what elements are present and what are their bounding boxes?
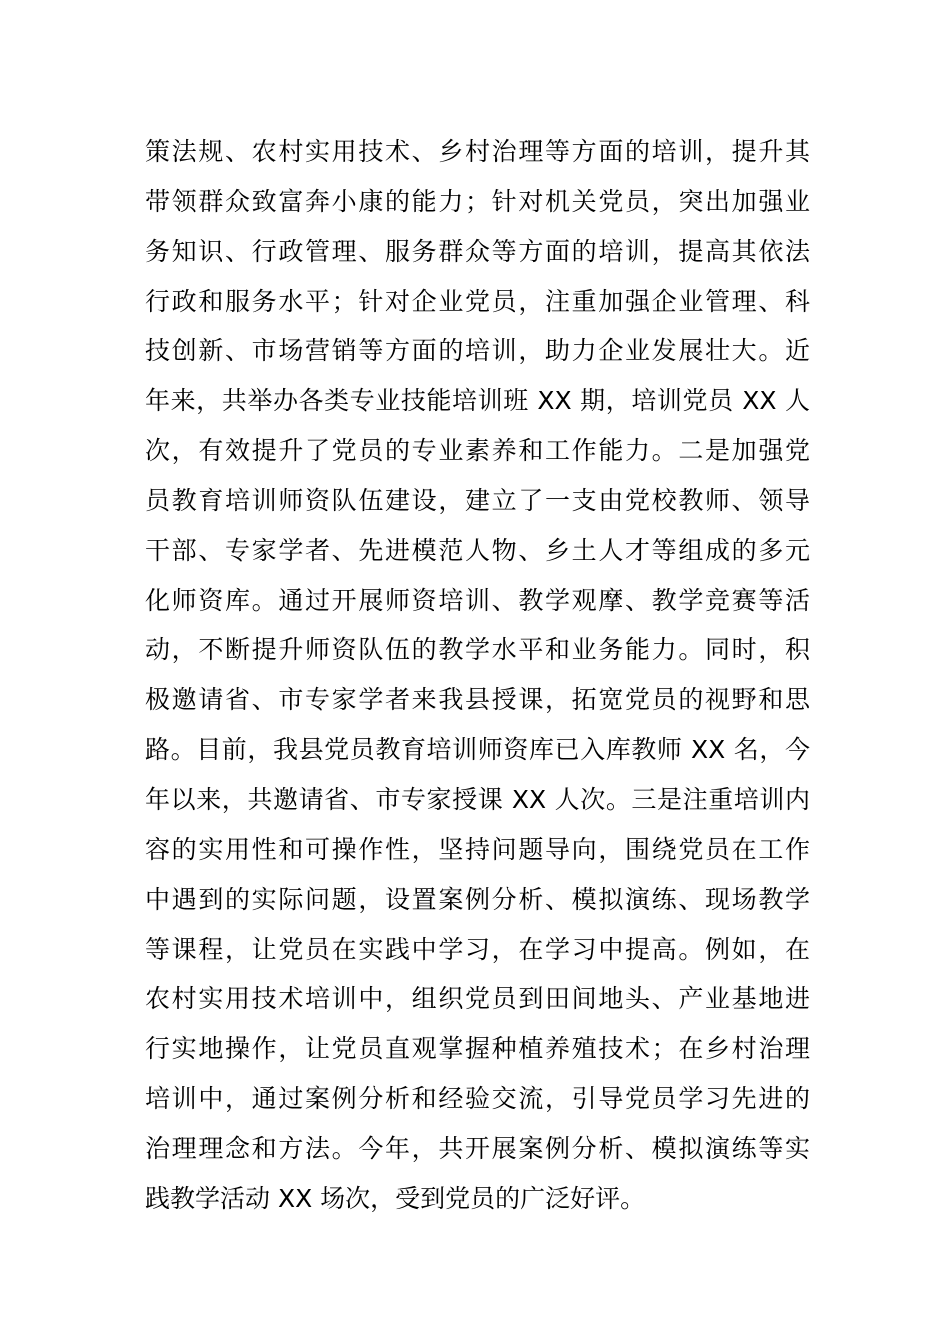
text-line: 行政和服务水平；针对企业党员，注重加强企业管理、科 bbox=[145, 286, 810, 316]
text-line: 员教育培训师资队伍建设，建立了一支由党校教师、领导 bbox=[145, 485, 810, 515]
text-line: 年来，共举办各类专业技能培训班 XX 期，培训党员 XX 人 bbox=[145, 386, 810, 416]
text-line: 容的实用性和可操作性，坚持问题导向，围绕党员在工作 bbox=[145, 834, 810, 864]
text-line: 带领群众致富奔小康的能力；针对机关党员，突出加强业 bbox=[145, 186, 810, 216]
text-line: 治理理念和方法。今年，共开展案例分析、模拟演练等实 bbox=[145, 1133, 810, 1163]
text-line: 化师资库。通过开展师资培训、教学观摩、教学竞赛等活 bbox=[145, 585, 810, 615]
text-line: 行实地操作，让党员直观掌握种植养殖技术；在乡村治理 bbox=[145, 1034, 810, 1064]
text-line: 培训中，通过案例分析和经验交流，引导党员学习先进的 bbox=[145, 1084, 810, 1114]
text-line: 策法规、农村实用技术、乡村治理等方面的培训，提升其 bbox=[145, 137, 810, 166]
text-line: 次，有效提升了党员的专业素养和工作能力。二是加强党 bbox=[145, 436, 810, 466]
text-line: 等课程，让党员在实践中学习，在学习中提高。例如，在 bbox=[145, 934, 810, 964]
text-line: 农村实用技术培训中，组织党员到田间地头、产业基地进 bbox=[145, 984, 810, 1014]
text-line: 路。目前，我县党员教育培训师资库已入库教师 XX 名，今 bbox=[145, 735, 810, 765]
text-line: 中遇到的实际问题，设置案例分析、模拟演练、现场教学 bbox=[145, 884, 810, 914]
text-line: 务知识、行政管理、服务群众等方面的培训，提高其依法 bbox=[145, 236, 810, 266]
text-line: 干部、专家学者、先进模范人物、乡土人才等组成的多元 bbox=[145, 535, 810, 565]
text-line: 技创新、市场营销等方面的培训，助力企业发展壮大。近 bbox=[145, 336, 810, 366]
text-line: 动，不断提升师资队伍的教学水平和业务能力。同时，积 bbox=[145, 635, 810, 665]
body-paragraph bbox=[145, 127, 810, 1224]
text-line: 践教学活动 XX 场次，受到党员的广泛好评。 bbox=[145, 1183, 646, 1213]
text-line: 年以来，共邀请省、市专家授课 XX 人次。三是注重培训内 bbox=[145, 784, 810, 814]
text-line: 极邀请省、市专家学者来我县授课，拓宽党员的视野和思 bbox=[145, 685, 810, 715]
